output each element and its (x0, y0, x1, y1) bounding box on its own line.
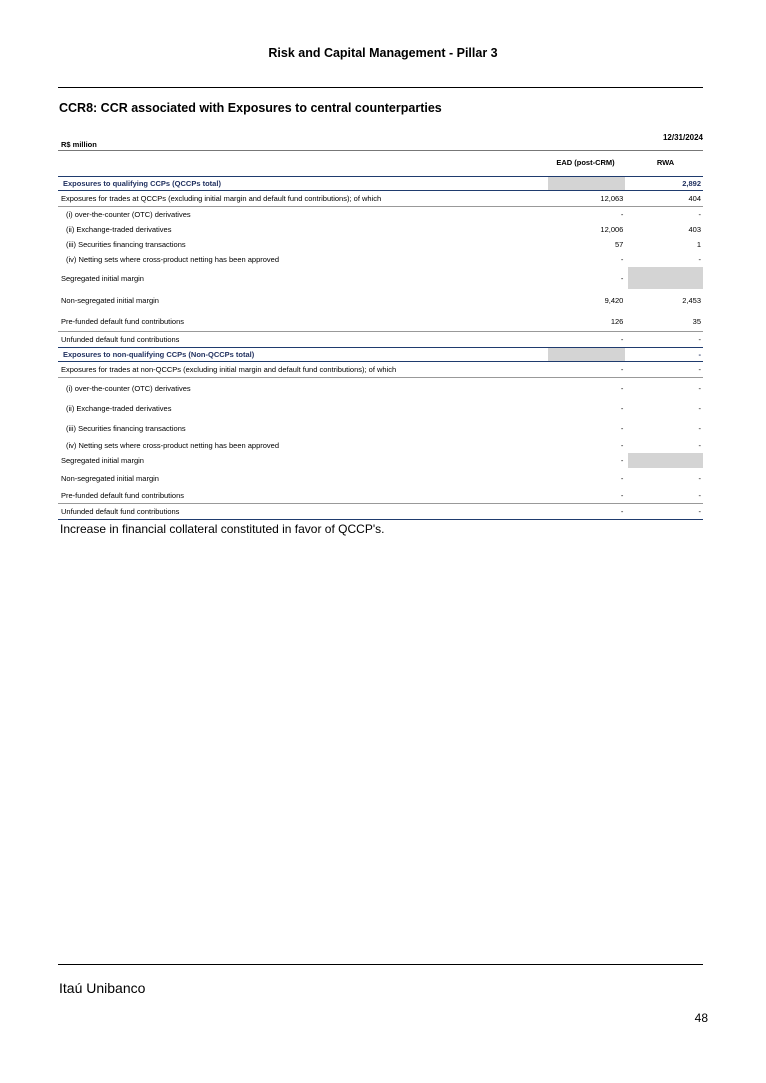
ead-cell: 57 (615, 240, 624, 249)
table-row (58, 488, 703, 504)
rwa-cell: - (628, 362, 703, 378)
row-label: Non-segregated initial margin (61, 473, 159, 483)
page-number: 48 (694, 1011, 708, 1025)
row-label: (i) over-the-counter (OTC) derivatives (66, 383, 191, 393)
ead-cell: - (548, 504, 625, 520)
unit-label: R$ million (61, 140, 97, 149)
table-row-qccp-total (58, 177, 703, 191)
row-label: (iii) Securities financing transactions (66, 240, 186, 249)
rwa-cell: - (698, 441, 701, 450)
table-row (58, 438, 703, 453)
table-row (58, 311, 703, 332)
ead-cell: 12,006 (600, 225, 624, 234)
row-label: Pre-funded default fund contributions (58, 488, 548, 504)
ead-cell: - (548, 362, 625, 378)
date-column-header: 12/31/2024 (662, 133, 703, 142)
table-row (58, 222, 703, 237)
footer-rule (58, 964, 703, 965)
ead-cell: - (620, 273, 624, 283)
row-label: Segregated initial margin (61, 456, 144, 465)
table-row (58, 207, 703, 223)
rwa-cell: - (628, 488, 703, 504)
table-row (58, 332, 703, 348)
ead-cell (548, 177, 625, 191)
rwa-cell (628, 453, 703, 468)
ccr8-table (58, 176, 703, 520)
section-title: CCR8: CCR associated with Exposures to central counterparties (59, 101, 442, 115)
rwa-cell: - (628, 504, 703, 520)
row-label: Non-segregated initial margin (61, 295, 159, 305)
table-row (58, 398, 703, 418)
row-label: (i) over-the-counter (OTC) derivatives (66, 210, 191, 219)
table-row (58, 362, 703, 378)
ead-cell: - (620, 473, 624, 483)
rwa-cell: 1 (696, 240, 701, 249)
ead-cell: - (620, 255, 624, 264)
column-header-rwa: RWA (656, 158, 675, 167)
rwa-cell: - (698, 383, 701, 393)
row-label: (iii) Securities financing transactions (66, 423, 186, 433)
table-row (58, 468, 703, 488)
rwa-cell: - (698, 255, 701, 264)
rwa-cell: - (698, 335, 701, 344)
row-label: Exposures for trades at QCCPs (excluding initial margin and default fund contributions); of which (58, 191, 548, 207)
ead-cell: - (620, 456, 624, 465)
rwa-cell: 404 (628, 191, 703, 207)
footer-company: Itaú Unibanco (59, 980, 146, 996)
ead-cell: - (620, 210, 624, 219)
row-label: Exposures to non-qualifying CCPs (Non-QCCPs total) (58, 348, 548, 362)
ead-cell: - (620, 423, 624, 433)
footnote: Increase in financial collateral constituted in favor of QCCP's. (60, 522, 385, 536)
unit-rule (58, 150, 703, 151)
ead-cell: 12,063 (548, 191, 625, 207)
row-label: (iv) Netting sets where cross-product netting has been approved (66, 255, 280, 264)
table-row (58, 252, 703, 267)
row-label: Segregated initial margin (61, 273, 144, 283)
rwa-cell: 2,453 (682, 295, 701, 305)
rwa-cell: - (698, 403, 701, 413)
rwa-cell: - (628, 348, 703, 362)
ead-cell: - (548, 488, 625, 504)
table-row (58, 191, 703, 207)
rwa-cell: 403 (688, 225, 701, 234)
table-row (58, 453, 703, 468)
row-label: Exposures to qualifying CCPs (QCCPs total) (58, 177, 548, 191)
table-row (58, 237, 703, 252)
rwa-cell: - (698, 423, 701, 433)
rwa-cell: - (698, 210, 701, 219)
table-row (58, 289, 703, 311)
table-row-non-qccp-total (58, 348, 703, 362)
header-rule (58, 87, 703, 88)
rwa-cell: 2,892 (628, 177, 703, 191)
ead-cell (548, 348, 625, 362)
rwa-cell (628, 267, 703, 289)
page-header-title: Risk and Capital Management - Pillar 3 (268, 46, 498, 60)
table-row (58, 418, 703, 438)
row-label: Unfunded default fund contributions (61, 335, 180, 344)
row-label: (ii) Exchange-traded derivatives (66, 403, 172, 413)
ead-cell: 9,420 (604, 295, 624, 305)
ead-cell: 126 (548, 311, 625, 332)
row-label: (ii) Exchange-traded derivatives (66, 225, 172, 234)
table-row (58, 504, 703, 520)
ead-cell: - (620, 441, 624, 450)
row-label: Pre-funded default fund contributions (58, 311, 548, 332)
column-header-ead: EAD (post-CRM) (556, 158, 615, 167)
ead-cell: - (620, 403, 624, 413)
ead-cell: - (620, 383, 624, 393)
table-row (58, 378, 703, 399)
rwa-cell: 35 (628, 311, 703, 332)
table-row (58, 267, 703, 289)
row-label: (iv) Netting sets where cross-product netting has been approved (66, 441, 280, 450)
row-label: Unfunded default fund contributions (58, 504, 548, 520)
ead-cell: - (620, 335, 624, 344)
rwa-cell: - (698, 473, 701, 483)
row-label: Exposures for trades at non-QCCPs (excluding initial margin and default fund contributions); of which (58, 362, 548, 378)
